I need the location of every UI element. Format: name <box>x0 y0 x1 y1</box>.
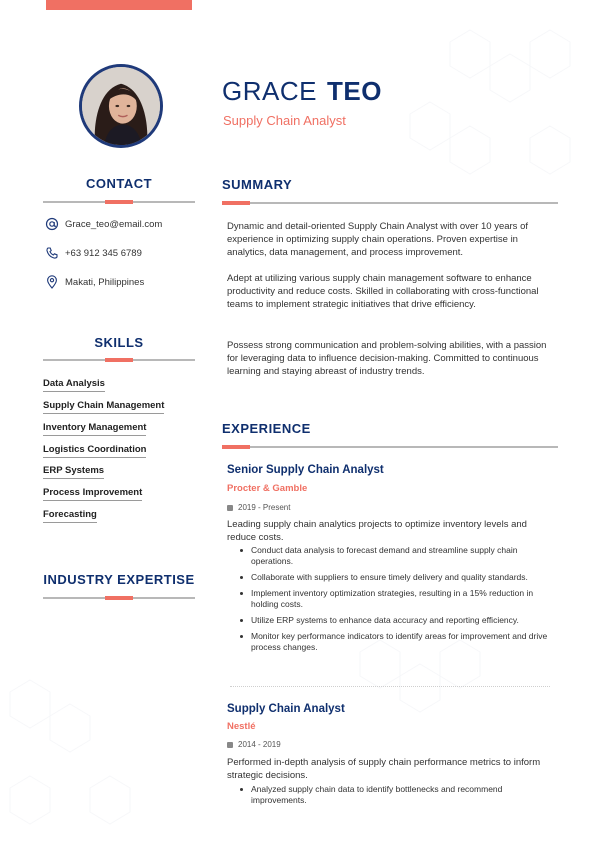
experience-heading: EXPERIENCE <box>222 421 311 436</box>
industry-rule <box>43 597 195 599</box>
list-item: Collaborate with suppliers to ensure timely delivery and quality standards. <box>240 572 552 583</box>
avatar <box>79 64 163 148</box>
skill-item: Logistics Coordination <box>43 444 146 458</box>
company-name: Nestlé <box>227 721 256 732</box>
summary-paragraph: Dynamic and detail-oriented Supply Chain Analyst with over 10 years of experience in optimizing supply chain operations. Proven expertise in analytics, data management, and process improvement. <box>227 221 528 258</box>
contact-email[interactable] <box>45 217 162 231</box>
contact-location <box>45 275 144 289</box>
list-item: Monitor key performance indicators to identify areas for improvement and drive process changes. <box>240 631 552 653</box>
at-sign-icon <box>45 217 59 231</box>
job-bullets <box>240 545 552 658</box>
skill-item: Data Analysis <box>43 378 105 392</box>
contact-phone[interactable] <box>45 246 142 260</box>
summary-paragraph: Adept at utilizing various supply chain management software to enhance productivity and reduce costs. Skilled in collaborating with cross-functional teams to implement strategic initiatives that drive efficiency. <box>227 273 539 310</box>
job-bullets <box>240 784 552 811</box>
summary-heading: SUMMARY <box>222 177 293 192</box>
summary-paragraph: Possess strong communication and problem-solving abilities, with a passion for leveraging data to influence decision-making. Committed to continuous learning and staying abreast of industry trends. <box>227 340 547 377</box>
job-role: Supply Chain Analyst <box>223 113 346 128</box>
job-dates-text: 2019 - Present <box>238 503 291 512</box>
first-name: GRACE <box>222 76 317 106</box>
accent-top-bar <box>46 0 192 10</box>
calendar-icon <box>227 742 233 748</box>
skills-rule <box>43 359 195 361</box>
section-divider <box>230 686 550 687</box>
job-description: Performed in-depth analysis of supply chain performance metrics to inform strategic decisions. <box>227 757 541 781</box>
job-title: Senior Supply Chain Analyst <box>227 464 384 476</box>
skill-item: Supply Chain Management <box>43 400 164 414</box>
list-item: Analyzed supply chain data to identify bottlenecks and recommend improvements. <box>240 784 552 806</box>
last-name: TEO <box>326 76 382 106</box>
skill-item: Process Improvement <box>43 487 142 501</box>
job-dates <box>227 740 281 749</box>
job-dates <box>227 503 290 512</box>
list-item: Conduct data analysis to forecast demand and streamline supply chain operations. <box>240 545 552 567</box>
industry-heading: INDUSTRY EXPERTISE <box>43 572 195 587</box>
summary-rule <box>222 202 558 204</box>
portrait-image <box>82 67 160 145</box>
job-dates-text: 2014 - 2019 <box>238 740 281 749</box>
list-item: Implement inventory optimization strategies, resulting in a 15% reduction in holding costs. <box>240 588 552 610</box>
calendar-icon <box>227 505 233 511</box>
contact-heading: CONTACT <box>85 176 153 191</box>
experience-rule <box>222 446 558 448</box>
full-name <box>222 76 382 107</box>
skill-item: Inventory Management <box>43 422 146 436</box>
skill-item: ERP Systems <box>43 465 104 479</box>
list-item: Utilize ERP systems to enhance data accuracy and reporting efficiency. <box>240 615 552 626</box>
phone-icon <box>45 246 59 260</box>
phone-text: +63 912 345 6789 <box>65 247 142 259</box>
job-description: Leading supply chain analytics projects to optimize inventory levels and reduce costs. <box>227 519 527 543</box>
skill-item: Forecasting <box>43 509 97 523</box>
job-title: Supply Chain Analyst <box>227 703 345 715</box>
skills-heading: SKILLS <box>94 335 144 350</box>
company-name: Procter & Gamble <box>227 483 308 494</box>
location-text: Makati, Philippines <box>65 276 145 288</box>
map-pin-icon <box>45 275 59 289</box>
email-text: Grace_teo@email.com <box>65 218 163 230</box>
contact-rule <box>43 201 195 203</box>
